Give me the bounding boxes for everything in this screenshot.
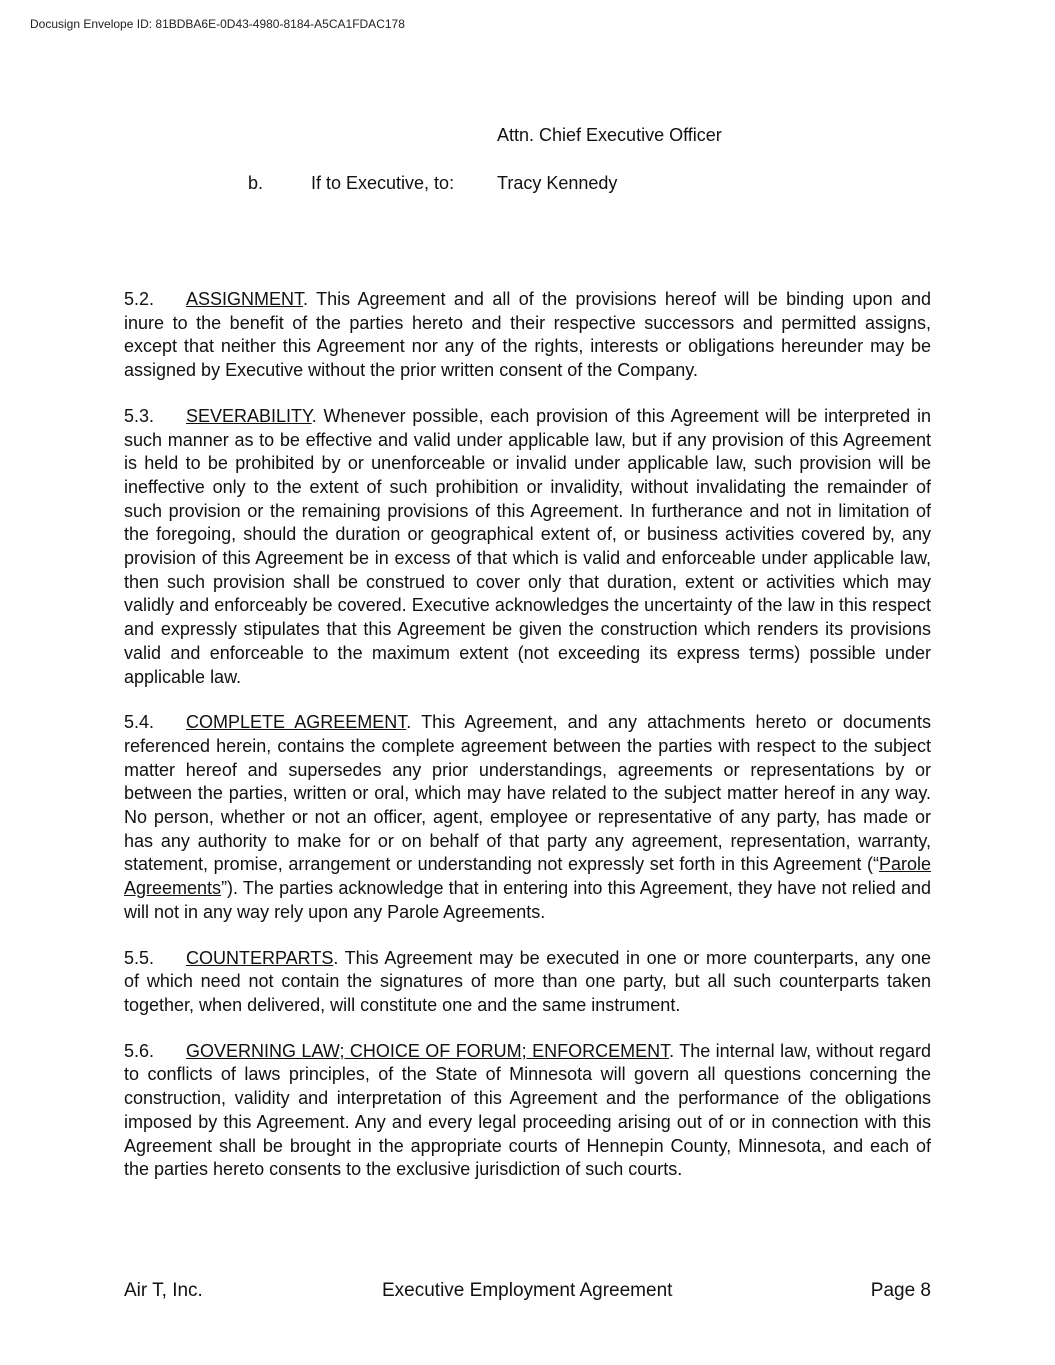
document-body bbox=[124, 288, 931, 1204]
section-number: 5.6. bbox=[124, 1040, 155, 1061]
item-b-label: b. bbox=[248, 173, 264, 193]
section-number: 5.5. bbox=[124, 947, 155, 968]
section-body: . This Agreement and all of the provisions hereof will be binding upon and inure to the benefit of the parties hereto and their respective successors and permitted assigns, except that neither this Agreement nor any of the rights, interests or obligations hereunder may be assigned by Executive without the prior written consent of the Company. bbox=[124, 289, 931, 381]
section-number: 5.2. bbox=[124, 289, 155, 309]
attn-line: Attn. Chief Executive Officer bbox=[497, 125, 722, 145]
section-body: . This Agreement may be executed in one or more counterparts, any one of which need not contain the signatures of more than one party, but all such counterparts taken together, when delivered, will constitute one and the same instrument. bbox=[124, 947, 931, 1015]
footer-page-number: Page 8 bbox=[870, 1280, 931, 1301]
section-counterparts bbox=[124, 947, 931, 1018]
section-heading: GOVERNING LAW; CHOICE OF FORUM; ENFORCEMENT bbox=[186, 1040, 670, 1061]
section-number: 5.3. bbox=[124, 405, 155, 426]
section-heading: SEVERABILITY bbox=[186, 405, 312, 426]
footer-doc-title: Executive Employment Agreement bbox=[382, 1280, 673, 1301]
item-b-text: If to Executive, to: bbox=[311, 173, 455, 193]
section-number: 5.4. bbox=[124, 712, 155, 733]
section-body: . The internal law, without regard to conflicts of laws principles, of the State of Minnesota will govern all questions concerning the construction, validity and interpretation of this Agreement and the performance of the obligations imposed by this Agreement. Any and every legal proceeding arising out of or in connection with this Agreement shall be brought in the appropriate courts of Hennepin County, Minnesota, and each of the parties hereto consents to the exclusive jurisdiction of such courts. bbox=[124, 1040, 931, 1180]
section-heading: COMPLETE AGREEMENT bbox=[186, 712, 407, 733]
item-b-value: Tracy Kennedy bbox=[497, 173, 618, 193]
section-heading: ASSIGNMENT bbox=[186, 289, 304, 309]
section-complete-agreement bbox=[124, 711, 931, 924]
section-body: . Whenever possible, each provision of this Agreement will be interpreted in such manner as to be effective and valid under applicable law, but if any provision of this Agreement is held to be prohibited by or unenforceable or invalid under applicable law, such provision will be ineffective only to the extent of such prohibition or invalidity, without invalidating the remainder of such provision or the remaining provisions of this Agreement. In furtherance and not in limitation of the foregoing, should the duration or geographical extent of, or business activities covered by, any provision of this Agreement be in excess of that which is valid and enforceable under applicable law, then such provision shall be construed to cover only that duration, extent or activities which may validly and enforceably be covered. Executive acknowledges the uncertainty of the law in this respect and expressly stipulates that this Agreement be given the construction which renders its provisions valid and enforceable to the maximum extent (not exceeding its express terms) possible under applicable law. bbox=[124, 405, 931, 687]
section-heading: COUNTERPARTS bbox=[186, 947, 334, 968]
section-assignment bbox=[124, 288, 931, 383]
footer-company: Air T, Inc. bbox=[124, 1280, 203, 1301]
section-severability bbox=[124, 405, 931, 689]
defined-term: Parole Agreements bbox=[124, 854, 931, 899]
section-body-continued: ”). The parties acknowledge that in entering into this Agreement, they have not relied and will not in any way rely upon any Parole Agreements. bbox=[124, 878, 931, 922]
section-body: . This Agreement, and any attachments hereto or documents referenced herein, contains the complete agreement between the parties with respect to the subject matter hereof and supersedes any prior understandings, agreements or representations by or between the parties, written or oral, which may have related to the subject matter hereof in any way. No person, whether or not an officer, agent, employee or representative of any party, has made or has any authority to make for or on behalf of that party any agreement, representation, warranty, statement, promise, arrangement or understanding not expressly set forth in this Agreement (“ bbox=[124, 712, 931, 875]
envelope-id: Docusign Envelope ID: 81BDBA6E-0D43-4980-8184-A5CA1FDAC178 bbox=[30, 17, 405, 31]
section-governing-law bbox=[124, 1040, 931, 1182]
